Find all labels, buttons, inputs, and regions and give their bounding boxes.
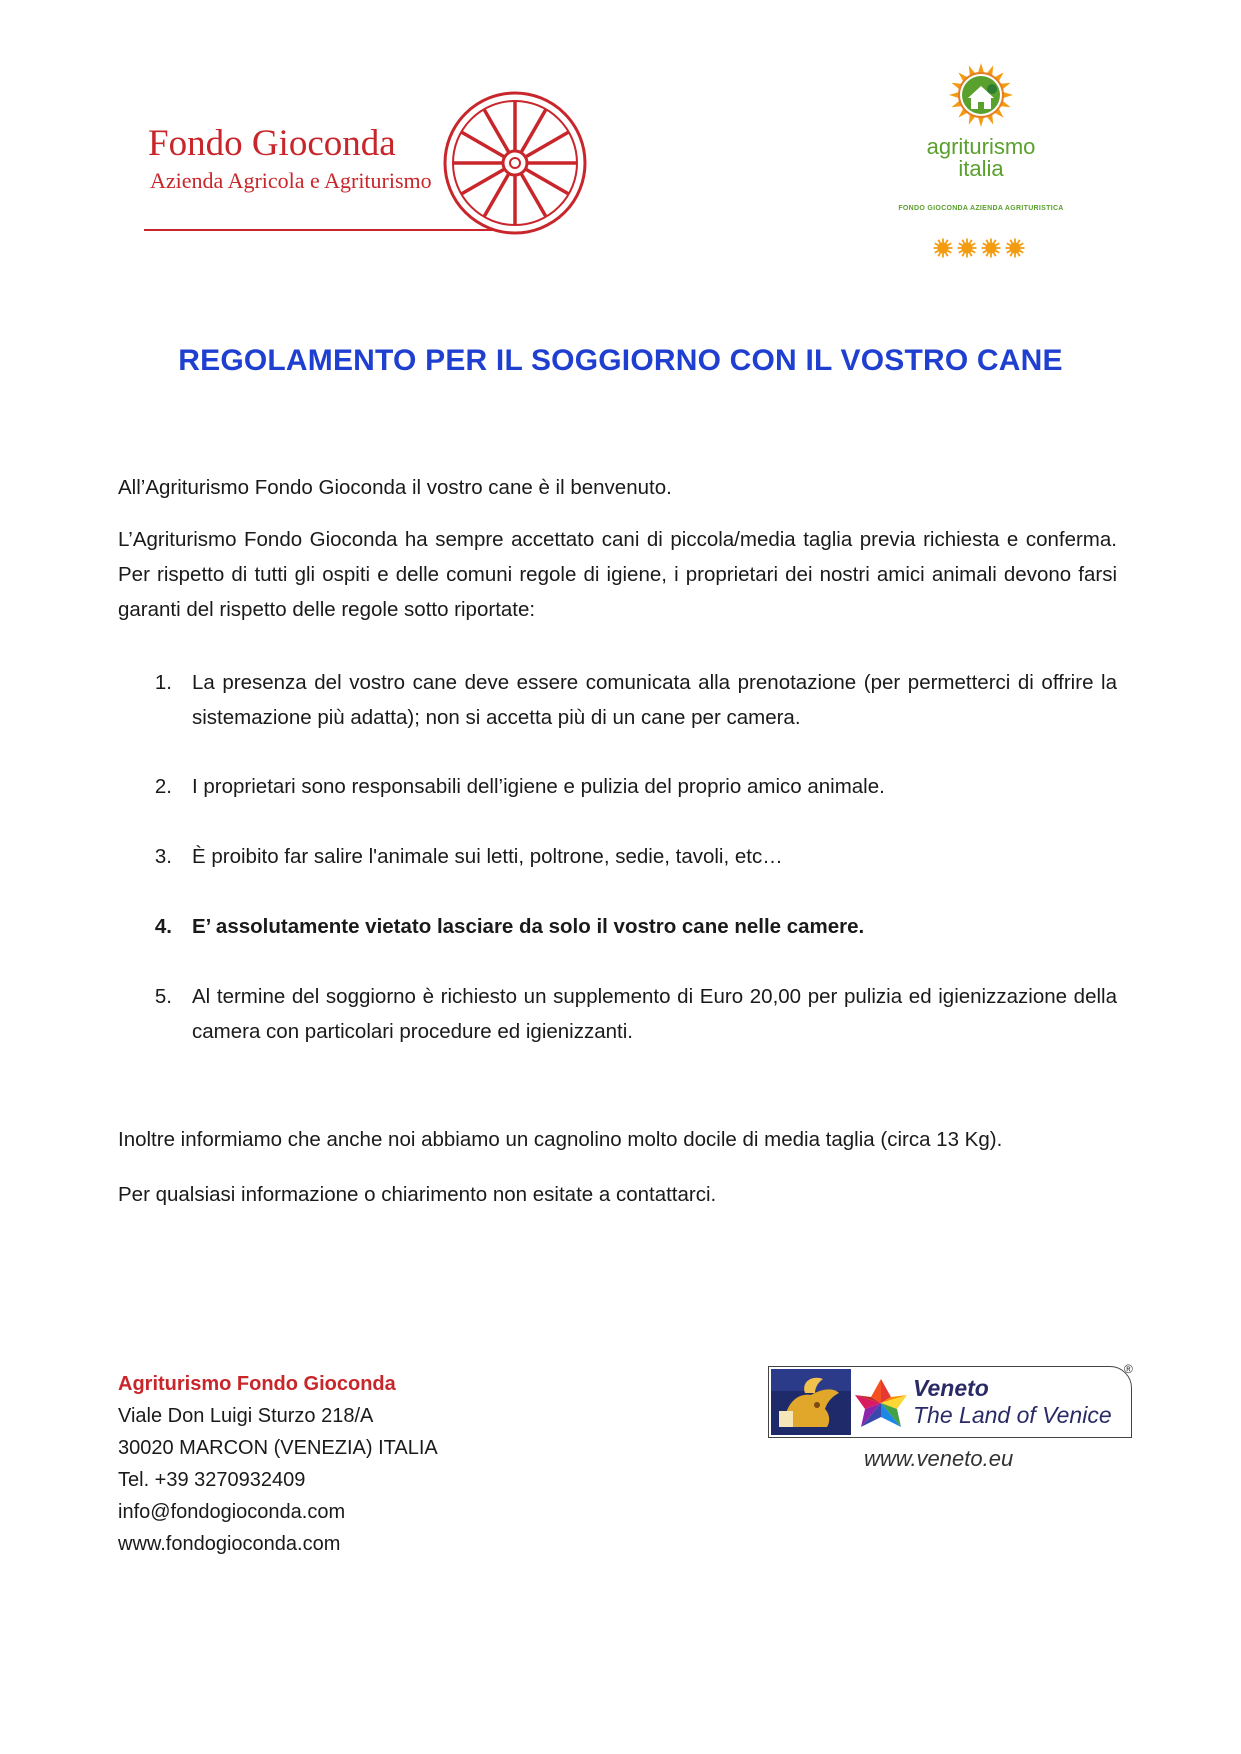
agri-logo-name xyxy=(886,136,1076,180)
rule-item xyxy=(118,909,1117,944)
rule-number: 2. xyxy=(154,775,172,798)
rule-number: 3. xyxy=(154,845,172,868)
contact-name: Agriturismo Fondo Gioconda xyxy=(118,1373,396,1395)
rules-list xyxy=(118,665,1117,1049)
rule-text: E’ assolutamente vietato lasciare da solo il vostro cane nelle camere. xyxy=(192,915,865,938)
contact-address: Viale Don Luigi Sturzo 218/A xyxy=(118,1405,374,1427)
closing-paragraph-1: Inoltre informiamo che anche noi abbiamo un cagnolino molto docile di media taglia (circa 13 Kg). xyxy=(118,1128,1003,1151)
contact-email[interactable]: info@fondogioconda.com xyxy=(118,1501,346,1523)
rule-text: La presenza del vostro cane deve essere comunicata alla prenotazione (per permetterci di offrire la sistemazione più adatta); non si accetta più di un cane per camera. xyxy=(192,671,1117,729)
winged-lion-icon xyxy=(771,1369,851,1435)
logo-subtitle: Azienda Agricola e Agriturismo xyxy=(150,168,432,193)
agri-logo-name-line2: italia xyxy=(958,156,1004,181)
contact-city: 30020 MARCON (VENEZIA) ITALIA xyxy=(118,1437,438,1459)
agri-logo-caption: FONDO GIOCONDA AZIENDA AGRITURISTICA xyxy=(898,205,1064,212)
sun-house-emblem-icon xyxy=(948,62,1014,128)
rule-text: È proibito far salire l'animale sui letti, poltrone, sedie, tavoli, etc… xyxy=(192,845,783,868)
intro-paragraph-2: L’Agriturismo Fondo Gioconda ha sempre accettato cani di piccola/media taglia previa richiesta e conferma. Per rispetto di tutti gli ospiti e delle comuni regole di igiene, i proprietari dei nostri amici animali devono farsi garanti del rispetto delle regole sotto riportate: xyxy=(118,528,1117,621)
veneto-url[interactable]: www.veneto.eu xyxy=(864,1446,1014,1471)
veneto-logo-frame xyxy=(768,1366,1132,1438)
closing-paragraph-2: Per qualsiasi informazione o chiarimento non esitate a contattarci. xyxy=(118,1183,717,1206)
document-title: REGOLAMENTO PER IL SOGGIORNO CON IL VOSTRO CANE xyxy=(178,344,1063,377)
rating-sun-icon xyxy=(981,238,1001,258)
agri-logo-name-line1: agriturismo xyxy=(926,134,1036,159)
veneto-logo xyxy=(768,1362,1140,1478)
rule-item xyxy=(118,769,1117,804)
intro-paragraph-1: All’Agriturismo Fondo Gioconda il vostro cane è il benvenuto. xyxy=(118,476,672,499)
rule-text: Al termine del soggiorno è richiesto un supplemento di Euro 20,00 per pulizia ed igienizzazione della camera con particolari procedure ed igienizzanti. xyxy=(192,985,1117,1043)
rating-sun-icon xyxy=(957,238,977,258)
wagon-wheel-icon xyxy=(440,88,590,238)
rule-item xyxy=(118,665,1117,735)
fondo-gioconda-logo xyxy=(140,88,600,238)
rule-number: 4. xyxy=(154,915,172,938)
rule-item xyxy=(118,979,1117,1049)
veneto-logo-line1: Veneto xyxy=(913,1375,989,1401)
rating-sun-icon xyxy=(933,238,953,258)
veneto-logo-line2: The Land of Venice xyxy=(913,1402,1112,1428)
agriturismo-italia-logo xyxy=(886,62,1076,262)
rule-text: I proprietari sono responsabili dell’igiene e pulizia del proprio amico animale. xyxy=(192,775,885,798)
registered-mark: ® xyxy=(1124,1362,1133,1376)
rating-suns xyxy=(933,238,1029,258)
contact-block xyxy=(118,1368,438,1560)
contact-website[interactable]: www.fondogioconda.com xyxy=(118,1533,341,1555)
rating-sun-icon xyxy=(1005,238,1025,258)
logo-name: Fondo Gioconda xyxy=(148,123,396,164)
contact-phone: Tel. +39 3270932409 xyxy=(118,1469,306,1491)
rule-number: 1. xyxy=(154,671,172,694)
colored-star-icon xyxy=(853,1377,909,1429)
rule-item xyxy=(118,839,1117,874)
rule-number: 5. xyxy=(154,985,172,1008)
